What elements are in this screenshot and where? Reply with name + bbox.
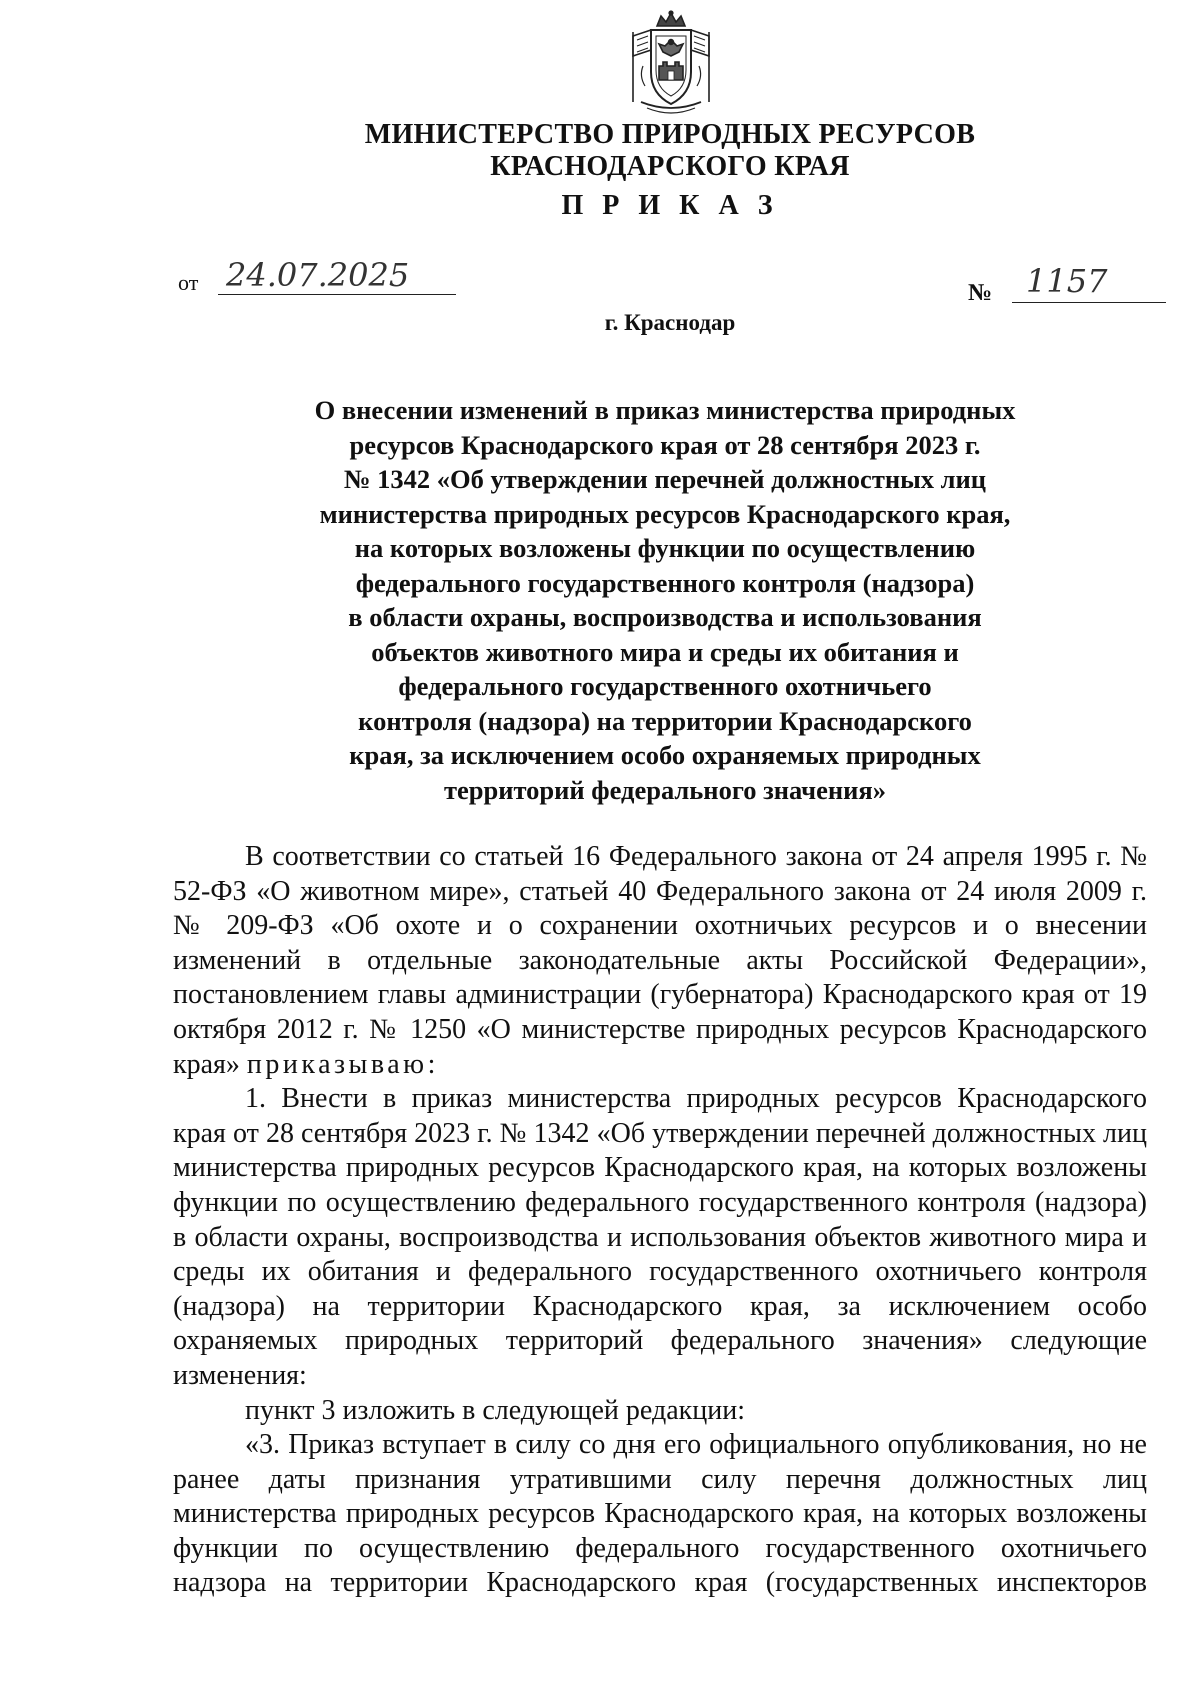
document-type-title: П Р И К А З	[561, 190, 779, 221]
document-body	[173, 840, 1147, 1601]
date-value-handwritten: 24.07.2025	[218, 256, 456, 295]
coat-of-arms-icon	[621, 10, 721, 118]
heading-line: в области охраны, воспроизводства и использования	[348, 602, 982, 632]
heading-line: контроля (надзора) на территории Краснодарского	[358, 705, 972, 736]
body-paragraph-amendment-text: «3. Приказ вступает в силу со дня его официального опубликования, но не ранее даты признания утратившими силу перечня должностных лиц министерства природных ресурсов Краснодарского края, на которых возложены функции по осуществлению федерального государственного охотничьего надзора на территории Краснодарского края (государственных инспекторов	[173, 1429, 1147, 1599]
document-heading	[240, 393, 1090, 807]
date-label: от	[178, 270, 199, 295]
number-label: №	[968, 280, 993, 306]
city-name: г. Краснодар	[604, 310, 736, 335]
body-paragraph-amendment-intro: пункт 3 изложить в следующей редакции:	[245, 1394, 745, 1426]
heading-line: края, за исключением особо охраняемых природных	[349, 740, 981, 770]
heading-line: ресурсов Краснодарского края от 28 сентября 2023 г.	[349, 429, 981, 460]
ministry-name-line-2: КРАСНОДАРСКОГО КРАЯ	[490, 151, 850, 182]
number-value-handwritten: 1157	[1012, 262, 1166, 303]
heading-line: территорий федерального значения»	[443, 774, 887, 805]
heading-line: № 1342 «Об утверждении перечней должностных лиц	[343, 464, 987, 494]
heading-line: О внесении изменений в приказ министерства природных	[314, 395, 1016, 425]
heading-line: объектов животного мира и среды их обитания и	[371, 636, 959, 667]
heading-line: министерства природных ресурсов Краснодарского края,	[319, 498, 1011, 529]
ministry-name-line-1: МИНИСТЕРСТВО ПРИРОДНЫХ РЕСУРСОВ	[364, 119, 976, 150]
body-paragraph-preamble	[173, 840, 1147, 1082]
preamble-text: В соответствии со статьей 16 Федерального закона от 24 апреля 1995 г. № 52-ФЗ «О животном мире», статьей 40 Федерального закона от 24 июля 2009 г. № 209-ФЗ «Об охоте и о сохранении охотничьих ресурсов и о внесении изменений в отдельные законодательные акты Российской Федерации», постановлением главы администрации (губернатора) Краснодарского края от 19 октября 2012 г. № 1250 «О министерстве природных ресурсов Краснодарского края»	[173, 841, 1147, 1080]
heading-line: федерального государственного охотничьего	[398, 671, 932, 701]
heading-line: федерального государственного контроля (надзора)	[355, 567, 975, 598]
command-word: приказываю:	[246, 1048, 439, 1080]
body-paragraph-item-1: 1. Внести в приказ министерства природных ресурсов Краснодарского края от 28 сентября 2023 г. № 1342 «Об утверждении перечней должностных лиц министерства природных ресурсов Краснодарского края, на которых возложены функции по осуществлению федерального государственного контроля (надзора) в области охраны, воспроизводства и использования объектов животного мира и среды их обитания и федерального государственного охотничьего контроля (надзора) на территории Краснодарского края, за исключением особо охраняемых природных территорий федерального значения» следующие изменения:	[173, 1083, 1147, 1391]
heading-line: на которых возложены функции по осуществлению	[354, 533, 976, 563]
